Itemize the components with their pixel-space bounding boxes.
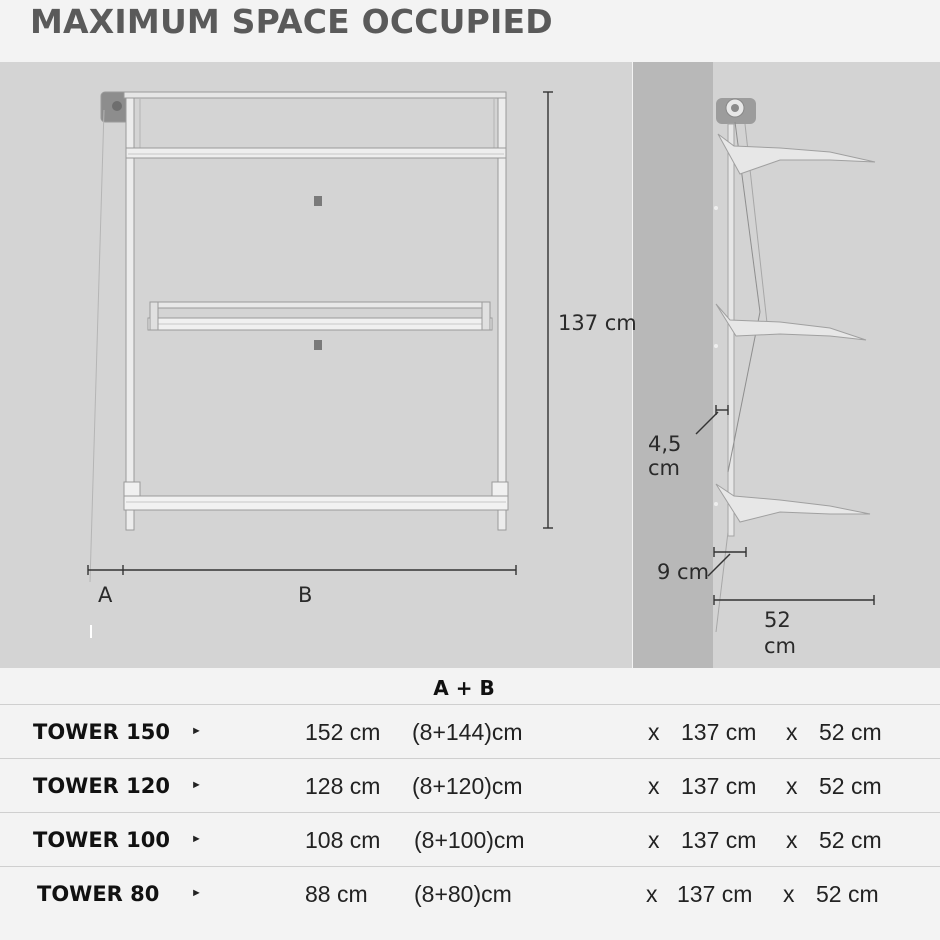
arrow-right-icon: ► bbox=[191, 887, 202, 899]
depth-value: 52 cm bbox=[816, 881, 879, 907]
table-row bbox=[0, 704, 940, 759]
arrow-right-icon: ► bbox=[191, 725, 202, 737]
bottom-shelf bbox=[124, 496, 508, 510]
arrow-right-icon: ► bbox=[191, 833, 202, 845]
table-row bbox=[0, 812, 940, 867]
depth-label-line1: 52 bbox=[764, 608, 791, 632]
table-row bbox=[0, 758, 940, 813]
label-b: B bbox=[298, 583, 313, 607]
right-upright bbox=[498, 98, 506, 528]
dimension-diagram bbox=[0, 62, 940, 668]
times-sign: x bbox=[648, 827, 660, 853]
table-header: A + B bbox=[433, 676, 495, 700]
left-upright bbox=[126, 98, 134, 528]
tube-label-line2: cm bbox=[648, 456, 681, 480]
width-value: 108 cm bbox=[305, 827, 381, 853]
formula-value: (8+80)cm bbox=[414, 881, 512, 907]
model-name: TOWER 120 bbox=[33, 774, 171, 798]
top-shelf bbox=[126, 148, 506, 158]
model-name: TOWER 80 bbox=[37, 882, 160, 906]
page-title: MAXIMUM SPACE OCCUPIED bbox=[30, 2, 553, 41]
table-row bbox=[0, 866, 940, 921]
model-name: TOWER 150 bbox=[33, 720, 171, 744]
width-value: 128 cm bbox=[305, 773, 381, 799]
middle-shelf-back bbox=[150, 302, 490, 308]
times-sign: x bbox=[783, 881, 795, 907]
depth-value: 52 cm bbox=[819, 773, 882, 799]
height-value: 137 cm bbox=[681, 773, 757, 799]
formula-value: (8+144)cm bbox=[412, 719, 523, 745]
times-sign: x bbox=[648, 719, 660, 745]
tube-label-line1: 4,5 bbox=[648, 432, 682, 456]
formula-value: (8+120)cm bbox=[412, 773, 523, 799]
times-sign: x bbox=[648, 773, 660, 799]
depth-value: 52 cm bbox=[819, 719, 882, 745]
times-sign: x bbox=[786, 827, 798, 853]
times-sign: x bbox=[646, 881, 658, 907]
depth-value: 52 cm bbox=[819, 827, 882, 853]
model-name: TOWER 100 bbox=[33, 828, 171, 852]
depth-label-line2: cm bbox=[764, 634, 797, 658]
base-label: 9 cm bbox=[657, 560, 710, 584]
times-sign: x bbox=[786, 773, 798, 799]
formula-value: (8+100)cm bbox=[414, 827, 525, 853]
height-value: 137 cm bbox=[677, 881, 753, 907]
width-value: 152 cm bbox=[305, 719, 381, 745]
size-table bbox=[0, 668, 940, 940]
height-value: 137 cm bbox=[681, 719, 757, 745]
arrow-right-icon: ► bbox=[191, 779, 202, 791]
times-sign: x bbox=[786, 719, 798, 745]
width-value: 88 cm bbox=[305, 881, 368, 907]
height-label: 137 cm bbox=[558, 311, 637, 335]
height-value: 137 cm bbox=[681, 827, 757, 853]
top-rail bbox=[124, 92, 506, 98]
label-a: A bbox=[98, 583, 113, 607]
